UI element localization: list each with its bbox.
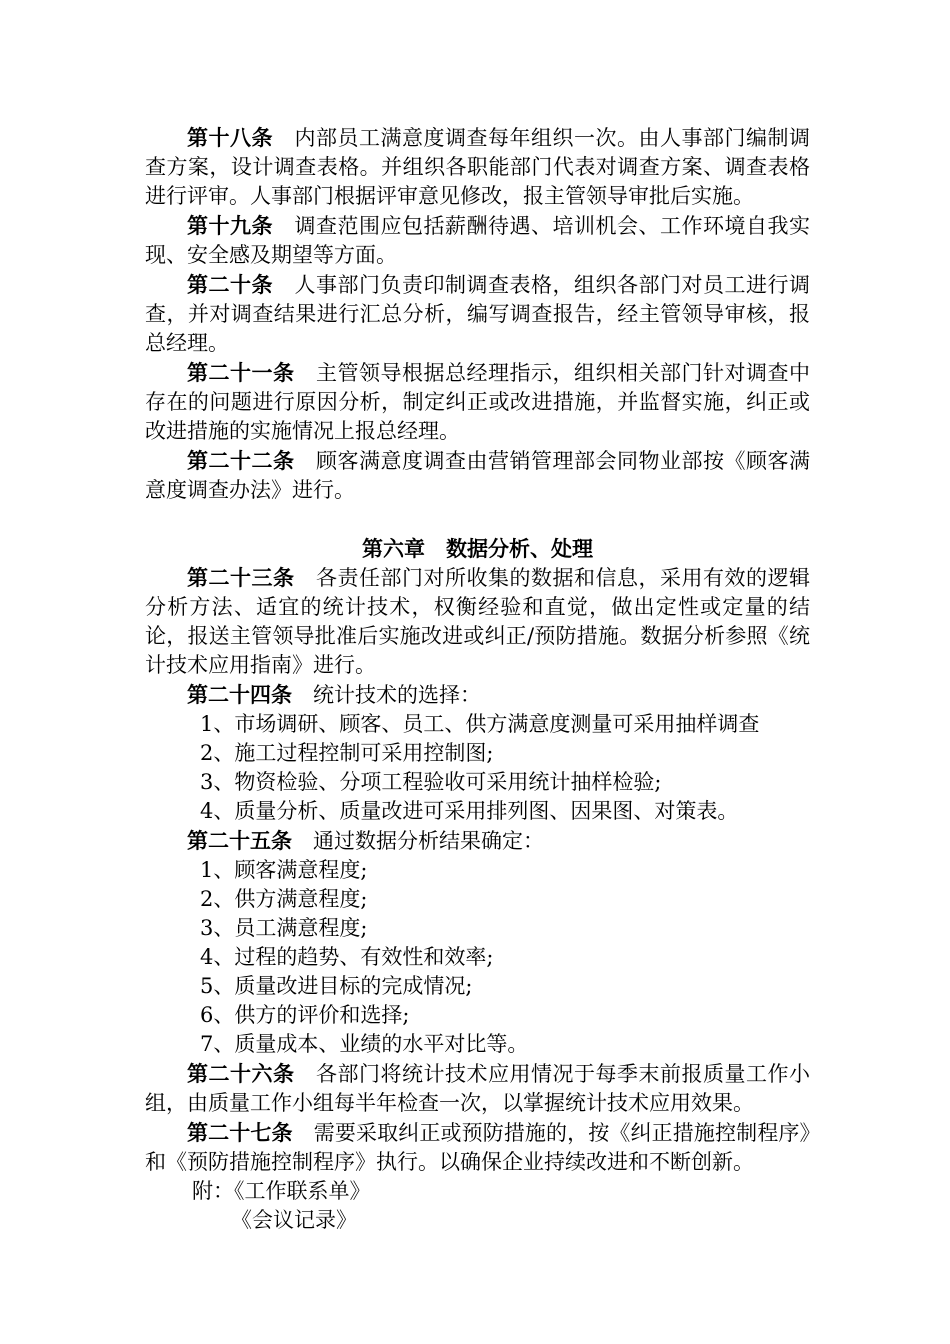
article-18 — [145, 123, 810, 211]
chapter-title: 第六章 数据分析、处理 — [362, 536, 593, 561]
article-title: 第二十七条 — [187, 1120, 293, 1145]
article-22 — [145, 446, 810, 505]
article-text: 调查范围应包括薪酬待遇、培训机会、工作环境自我实现、安全感及期望等方面。 — [145, 214, 810, 267]
list-item: 4、质量分析、质量改进可采用排列图、因果图、对策表。 — [200, 799, 739, 823]
article-text: 需要采取纠正或预防措施的，按《纠正措施控制程序》和《预防措施控制程序》执行。以确保企业持续改进和不断创新。 — [145, 1121, 811, 1174]
list-item: 4、过程的趋势、有效性和效率; — [200, 945, 494, 969]
article-title: 第二十条 — [187, 272, 273, 297]
article-text: 各责任部门对所收集的数据和信息，采用有效的逻辑分析方法、适宜的统计技术，权衡经验和直觉，做出定性或定量的结论，报送主管领导批准后实施改进或纠正/预防措施。数据分析参照《统计技术应用指南》进行。 — [145, 566, 810, 677]
article-text: 人事部门负责印制调查表格，组织各部门对员工进行调查，并对调查结果进行汇总分析，编写调查报告，经主管领导审核，报总经理。 — [145, 273, 810, 355]
article-title: 第十八条 — [187, 125, 273, 150]
list-item: 1、市场调研、顾客、员工、供方满意度测量可采用抽样调查 — [200, 712, 760, 736]
article-title: 第十九条 — [187, 213, 273, 238]
article-20 — [145, 270, 810, 358]
list-item: 7、质量成本、业绩的水平对比等。 — [200, 1032, 529, 1056]
article-19 — [145, 211, 810, 270]
article-title: 第二十二条 — [187, 448, 295, 473]
article-title: 第二十四条 — [187, 682, 292, 707]
article-text: 通过数据分析结果确定： — [313, 829, 544, 853]
article-title: 第二十五条 — [187, 828, 292, 853]
article-23 — [145, 563, 810, 680]
list-item: 6、供方的评价和选择; — [200, 1003, 410, 1027]
appendix-line: 附：《工作联系单》 — [192, 1179, 371, 1203]
list-item: 2、供方满意程度; — [200, 887, 368, 911]
article-title: 第二十三条 — [187, 565, 295, 590]
article-text: 各部门将统计技术应用情况于每季末前报质量工作小组，由质量工作小组每半年检查一次，以掌握统计技术应用效果。 — [145, 1062, 810, 1115]
article-21 — [145, 358, 810, 446]
list-item: 1、顾客满意程度; — [200, 858, 368, 882]
article-25 — [145, 826, 810, 856]
article-title: 第二十一条 — [187, 360, 295, 385]
list-item: 5、质量改进目标的完成情况; — [200, 974, 473, 998]
appendix-line: 《会议记录》 — [231, 1208, 357, 1232]
article-26 — [145, 1059, 810, 1118]
list-item: 3、员工满意程度; — [200, 916, 368, 940]
article-text: 顾客满意度调查由营销管理部会同物业部按《顾客满意度调查办法》进行。 — [145, 449, 810, 502]
list-item: 2、施工过程控制可采用控制图; — [200, 741, 494, 765]
article-title: 第二十六条 — [187, 1061, 295, 1086]
list-item: 3、物资检验、分项工程验收可采用统计抽样检验; — [200, 770, 662, 794]
article-text: 内部员工满意度调查每年组织一次。由人事部门编制调查方案，设计调查表格。并组织各职能部门代表对调查方案、调查表格进行评审。人事部门根据评审意见修改，报主管领导审批后实施。 — [145, 126, 810, 208]
article-text: 统计技术的选择： — [313, 683, 481, 707]
document-page — [145, 123, 810, 1235]
article-27 — [145, 1118, 810, 1177]
article-text: 主管领导根据总经理指示，组织相关部门针对调查中存在的问题进行原因分析，制定纠正或改进措施，并监督实施，纠正或改进措施的实施情况上报总经理。 — [145, 361, 810, 443]
article-24 — [145, 680, 810, 710]
